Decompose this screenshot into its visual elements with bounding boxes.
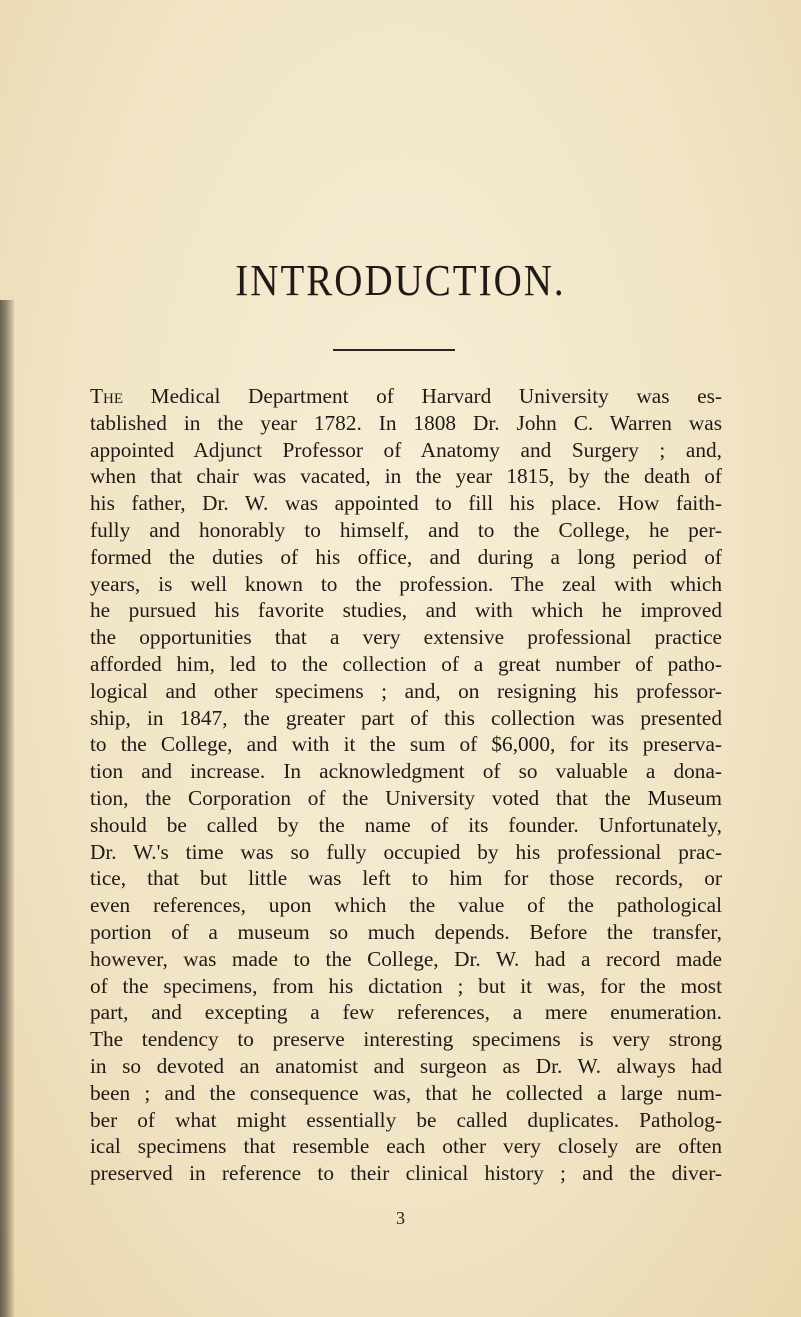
text-line: Dr. W.'s time was so fully occupied by his professional prac-	[90, 839, 722, 864]
text-line: fully and honorably to himself, and to the College, he per-	[90, 517, 722, 542]
text-line: ical specimens that resemble each other very closely are often	[90, 1134, 722, 1159]
text-line: tice, that but little was left to him for those records, or	[90, 866, 722, 891]
text-line: to the College, and with it the sum of $6,000, for its preserva-	[90, 732, 722, 757]
text-line: ber of what might essentially be called duplicates. Patholog-	[90, 1107, 722, 1132]
text-line: been ; and the consequence was, that he collected a large num-	[90, 1080, 722, 1105]
text-line: formed the duties of his office, and during a long period of	[90, 544, 722, 569]
text-line: his father, Dr. W. was appointed to fill his place. How faith-	[90, 491, 722, 516]
text-line: of the specimens, from his dictation ; but it was, for the most	[90, 973, 722, 998]
text-line: tion and increase. In acknowledgment of so valuable a dona-	[90, 759, 722, 784]
text-line: appointed Adjunct Professor of Anatomy and Surgery ; and,	[90, 437, 722, 462]
page-title: INTRODUCTION.	[235, 255, 566, 306]
text-line: he pursued his favorite studies, and with which he improved	[90, 598, 722, 623]
text-line: in so devoted an anatomist and surgeon as Dr. W. always had	[90, 1053, 722, 1078]
text-line: however, was made to the College, Dr. W. had a record made	[90, 946, 722, 971]
text-line: even references, upon which the value of the pathological	[90, 893, 722, 918]
text-line: tablished in the year 1782. In 1808 Dr. John C. Warren was	[90, 410, 722, 435]
text-line: years, is well known to the profession. The zeal with which	[90, 571, 722, 596]
text-line: when that chair was vacated, in the year 1815, by the death of	[90, 464, 722, 489]
text-line: logical and other specimens ; and, on resigning his professor-	[90, 678, 722, 703]
text-line: ship, in 1847, the greater part of this collection was presented	[90, 705, 722, 730]
text-line: The tendency to preserve interesting specimens is very strong	[90, 1027, 722, 1052]
text-line: should be called by the name of its founder. Unfortunately,	[90, 812, 722, 837]
text-line-rest: Medical Department of Harvard University was es-	[123, 384, 722, 408]
page-number: 3	[396, 1208, 405, 1228]
body-paragraph	[90, 383, 722, 1187]
text-line: the opportunities that a very extensive professional practice	[90, 625, 722, 650]
text-line: tion, the Corporation of the University voted that the Museum	[90, 785, 722, 810]
text-line: part, and excepting a few references, a mere enumeration.	[90, 1000, 722, 1025]
text-line: portion of a museum so much depends. Before the transfer,	[90, 919, 722, 944]
text-line: afforded him, led to the collection of a great number of patho-	[90, 651, 722, 676]
text-line	[90, 383, 722, 410]
title-rule-divider	[333, 349, 455, 351]
binding-gutter	[0, 300, 14, 1317]
opening-word: The	[90, 384, 124, 408]
text-line: preserved in reference to their clinical history ; and the diver-	[90, 1161, 722, 1186]
